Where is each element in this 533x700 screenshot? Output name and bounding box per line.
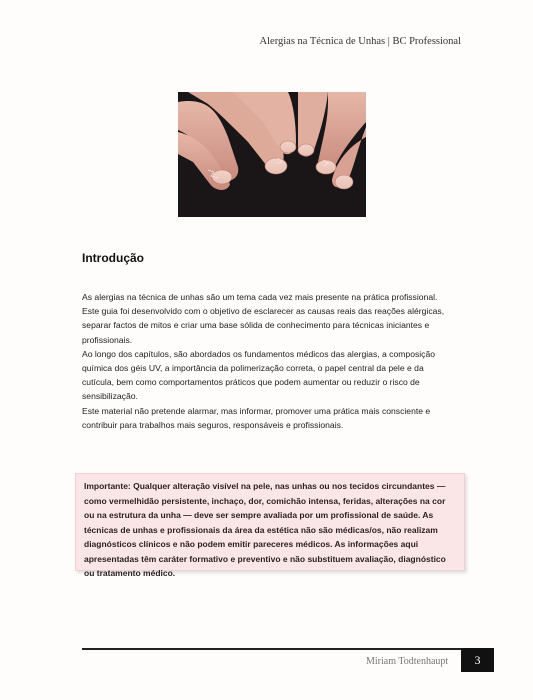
section-heading: Introdução: [82, 251, 144, 265]
running-header: Alergias na Técnica de Unhas | BC Professional: [259, 36, 461, 47]
body-paragraph: Este material não pretende alarmar, mas informar, promover uma prática mais consciente e contribuir para trabalhos mais seguros, responsáveis e profissionais.: [82, 405, 431, 430]
body-paragraph: As alergias na técnica de unhas são um tema cada vez mais presente na prática profissional. Este guia foi desenvolvido com o objetivo de esclarecer as causas reais das reações alérgicas, separar factos de mitos e criar uma base sólida de conhecimento para técnicas iniciantes e profissionais.: [82, 292, 445, 345]
hands-illustration: [178, 92, 366, 217]
notice-text: Importante: Qualquer alteração visível na pele, nas unhas ou nos tecidos circundantes — como vermelhidão persistente, inchaço, dor, comichão intensa, feridas, alterações na cor ou na estrutura da unha — deve ser sempre avaliada por um profissional de saúde. As técnicas de unhas e profissionais da área da estética não são médicas/os, não realizam diagnósticos clínicos e não podem emitir pareceres médicos. As informações aqui apresentadas têm caráter formativo e preventivo e não substituem avaliação, diagnóstico ou tratamento médico.: [84, 481, 446, 578]
hands-photo: [178, 92, 366, 217]
intro-body: [82, 290, 454, 432]
important-notice: [75, 473, 465, 578]
body-paragraph: Ao longo dos capítulos, são abordados os fundamentos médicos das alergias, a composição química dos géis UV, a importância da polimerização correta, o papel central da pele e da cutícula, bem como comportamentos práticos que podem aumentar ou reduzir o risco de sensibilização.: [82, 348, 436, 402]
footer-divider: [82, 648, 461, 650]
footer-author: Miriam Todtenhaupt: [366, 656, 449, 667]
page-number: 3: [461, 648, 494, 672]
